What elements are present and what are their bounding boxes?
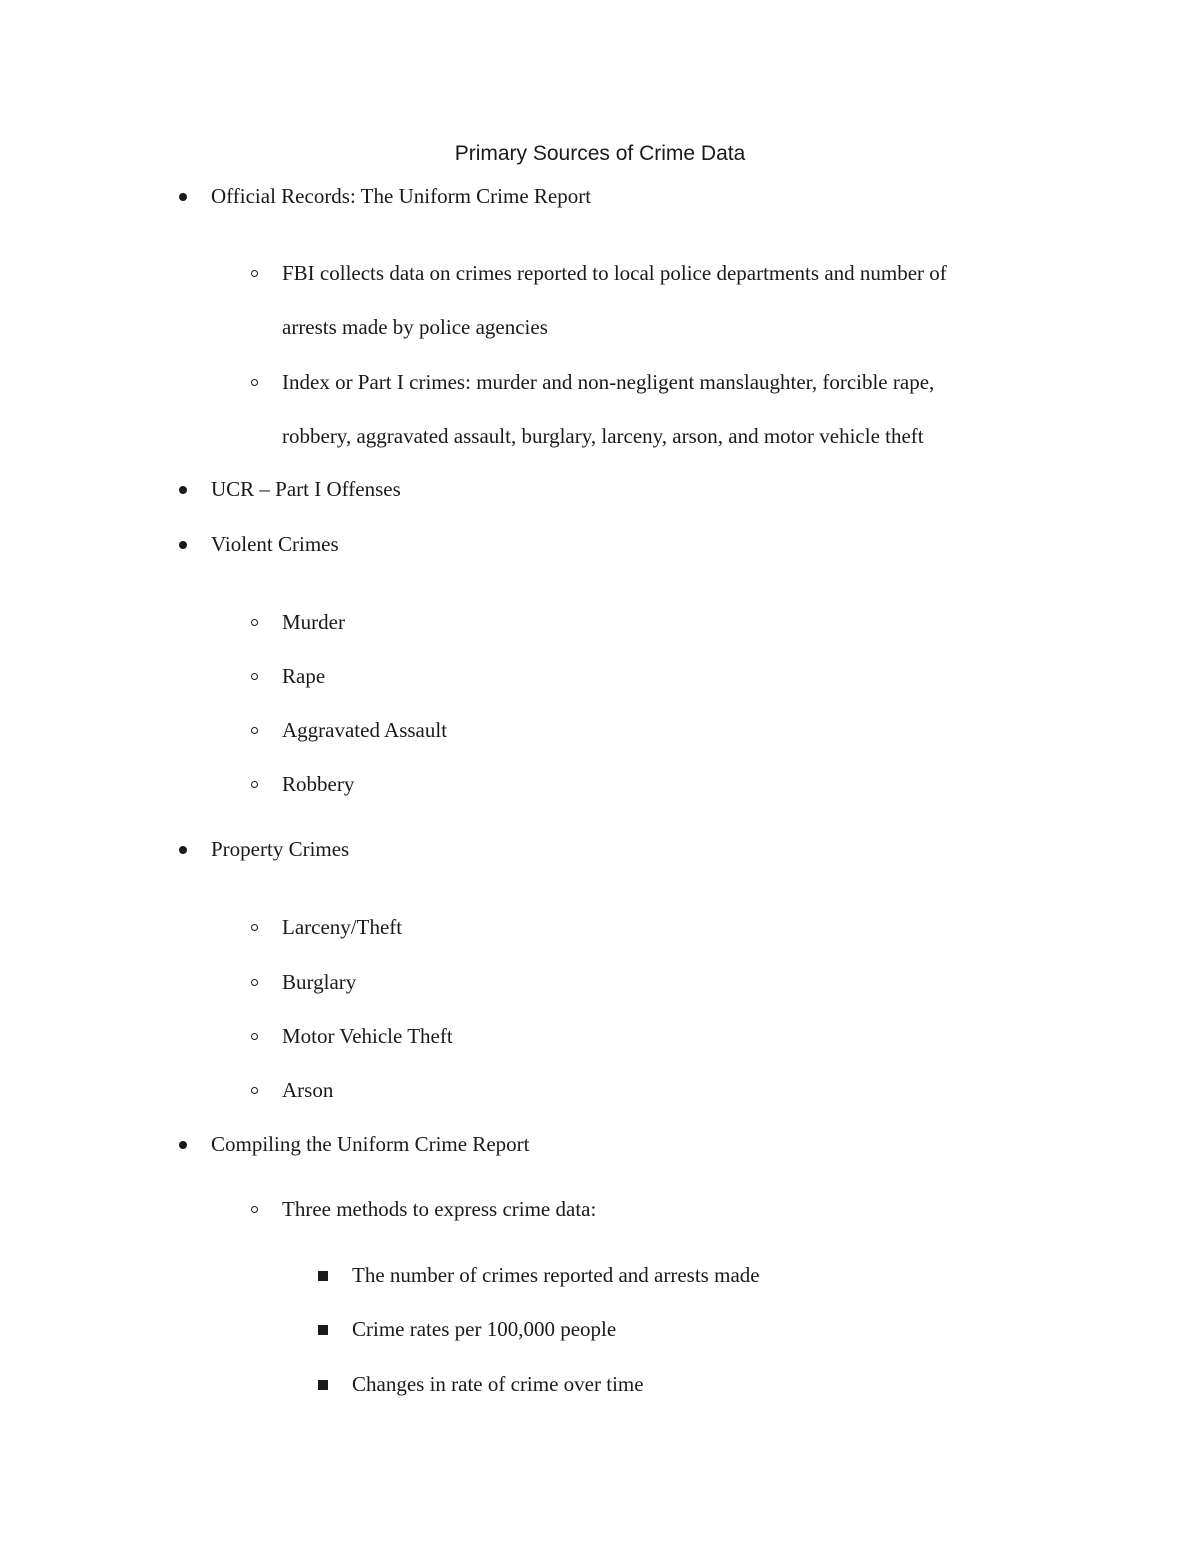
list-item: Arson bbox=[282, 1078, 334, 1102]
list-item: Aggravated Assault bbox=[282, 718, 448, 742]
list-item: Robbery bbox=[282, 772, 355, 796]
bullet-disc-icon bbox=[179, 486, 187, 494]
section-heading: Property Crimes bbox=[211, 837, 350, 861]
bullet-square-icon bbox=[318, 1380, 328, 1390]
bullet-disc-icon bbox=[179, 193, 187, 201]
bullet-circle-icon bbox=[251, 1033, 258, 1040]
bullet-disc-icon bbox=[179, 846, 187, 854]
sub-list-item: Changes in rate of crime over time bbox=[352, 1372, 644, 1396]
bullet-circle-icon bbox=[251, 1206, 258, 1213]
section-heading: Official Records: The Uniform Crime Report bbox=[211, 184, 592, 208]
bullet-square-icon bbox=[318, 1271, 328, 1281]
bullet-disc-icon bbox=[179, 1141, 187, 1149]
list-item-text: Index or Part I crimes: murder and non-negligent manslaughter, forcible rape, bbox=[282, 370, 935, 394]
bullet-circle-icon bbox=[251, 673, 258, 680]
section-heading: Violent Crimes bbox=[211, 532, 339, 556]
sub-list-item: The number of crimes reported and arrests made bbox=[352, 1263, 760, 1287]
bullet-circle-icon bbox=[251, 727, 258, 734]
bullet-circle-icon bbox=[251, 270, 258, 277]
section-heading: UCR – Part I Offenses bbox=[211, 477, 401, 501]
list-item: Rape bbox=[282, 664, 326, 688]
list-item: Three methods to express crime data: bbox=[282, 1197, 597, 1221]
list-item: Burglary bbox=[282, 970, 357, 994]
bullet-circle-icon bbox=[251, 924, 258, 931]
bullet-circle-icon bbox=[251, 379, 258, 386]
list-item: Murder bbox=[282, 610, 345, 634]
bullet-disc-icon bbox=[179, 541, 187, 549]
bullet-circle-icon bbox=[251, 781, 258, 788]
list-item-text: FBI collects data on crimes reported to local police departments and number of bbox=[282, 261, 947, 285]
sub-list-item: Crime rates per 100,000 people bbox=[352, 1317, 617, 1341]
document-title: Primary Sources of Crime Data bbox=[454, 142, 746, 165]
section-heading: Compiling the Uniform Crime Report bbox=[211, 1132, 530, 1156]
list-item: Motor Vehicle Theft bbox=[282, 1024, 453, 1048]
bullet-circle-icon bbox=[251, 979, 258, 986]
bullet-circle-icon bbox=[251, 619, 258, 626]
list-item-text-continued: robbery, aggravated assault, burglary, larceny, arson, and motor vehicle theft bbox=[282, 424, 924, 448]
list-item-text-continued: arrests made by police agencies bbox=[282, 315, 548, 339]
list-item: Larceny/Theft bbox=[282, 915, 403, 939]
bullet-square-icon bbox=[318, 1325, 328, 1335]
bullet-circle-icon bbox=[251, 1087, 258, 1094]
